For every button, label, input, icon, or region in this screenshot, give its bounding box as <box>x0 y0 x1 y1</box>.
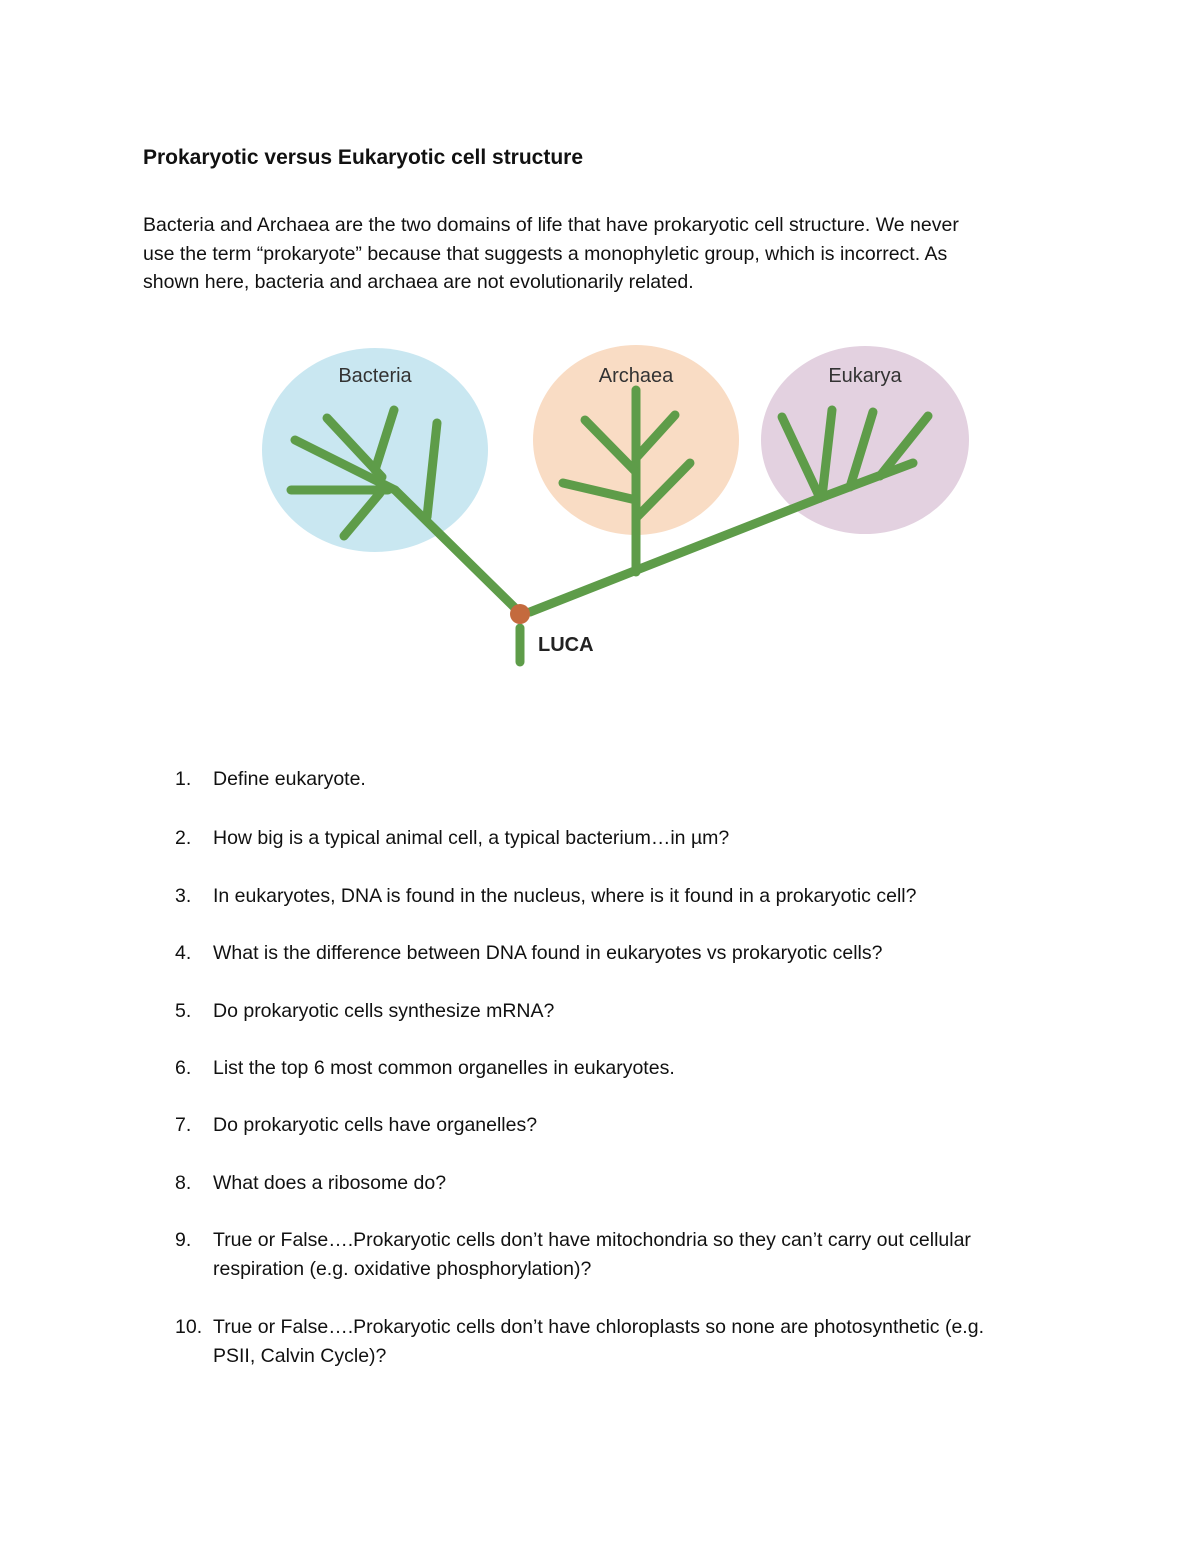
question-number: 7. <box>175 1114 192 1136</box>
question-line: True or False….Prokaryotic cells don’t have chloroplasts so none are photosynthetic (e.g. <box>213 1316 984 1338</box>
question-text <box>213 1169 1073 1198</box>
intro-line: Bacteria and Archaea are the two domains of life that have prokaryotic cell structure. We never <box>143 214 959 236</box>
question-line: Define eukaryote. <box>213 768 366 790</box>
question-text <box>213 882 1073 911</box>
question-number: 3. <box>175 885 192 907</box>
tree-of-life-diagram <box>250 345 980 675</box>
question-text <box>213 824 1073 853</box>
question-number: 4. <box>175 942 192 964</box>
question-line: respiration (e.g. oxidative phosphorylation)? <box>213 1257 592 1280</box>
luca-node <box>510 604 530 624</box>
question-text <box>213 997 1073 1026</box>
question-line: Do prokaryotic cells synthesize mRNA? <box>213 1000 555 1022</box>
question-number: 6. <box>175 1057 192 1079</box>
question-number: 8. <box>175 1172 192 1194</box>
question-line: PSII, Calvin Cycle)? <box>213 1344 387 1367</box>
question-text <box>213 1313 1073 1370</box>
question-number: 1. <box>175 768 192 790</box>
question-line: What does a ribosome do? <box>213 1172 447 1194</box>
question-number: 5. <box>175 1000 192 1022</box>
eukarya-label: Eukarya <box>828 365 902 387</box>
question-text <box>213 1111 1073 1140</box>
page-title: Prokaryotic versus Eukaryotic cell structure <box>143 146 584 169</box>
intro-line: use the term “prokaryote” because that suggests a monophyletic group, which is incorrect. As <box>143 242 948 265</box>
intro-line: shown here, bacteria and archaea are not evolutionarily related. <box>143 271 694 293</box>
question-line: How big is a typical animal cell, a typical bacterium…in µm? <box>213 827 730 849</box>
question-line: In eukaryotes, DNA is found in the nucleus, where is it found in a prokaryotic cell? <box>213 885 917 907</box>
question-text <box>213 765 1073 794</box>
intro-paragraph <box>143 211 1073 297</box>
bacteria-label: Bacteria <box>338 365 412 387</box>
archaea-label: Archaea <box>598 365 674 387</box>
question-number: 9. <box>175 1229 192 1251</box>
question-number: 2. <box>175 827 192 849</box>
question-line: True or False….Prokaryotic cells don’t have mitochondria so they can’t carry out cellular <box>213 1229 971 1251</box>
question-text <box>213 1226 1073 1283</box>
question-line: Do prokaryotic cells have organelles? <box>213 1114 538 1136</box>
question-text <box>213 939 1073 968</box>
question-line: List the top 6 most common organelles in eukaryotes. <box>213 1057 675 1079</box>
question-line: What is the difference between DNA found in eukaryotes vs prokaryotic cells? <box>213 942 883 964</box>
question-number: 10. <box>175 1316 203 1338</box>
luca-label: LUCA <box>538 634 594 656</box>
question-text <box>213 1054 1073 1083</box>
